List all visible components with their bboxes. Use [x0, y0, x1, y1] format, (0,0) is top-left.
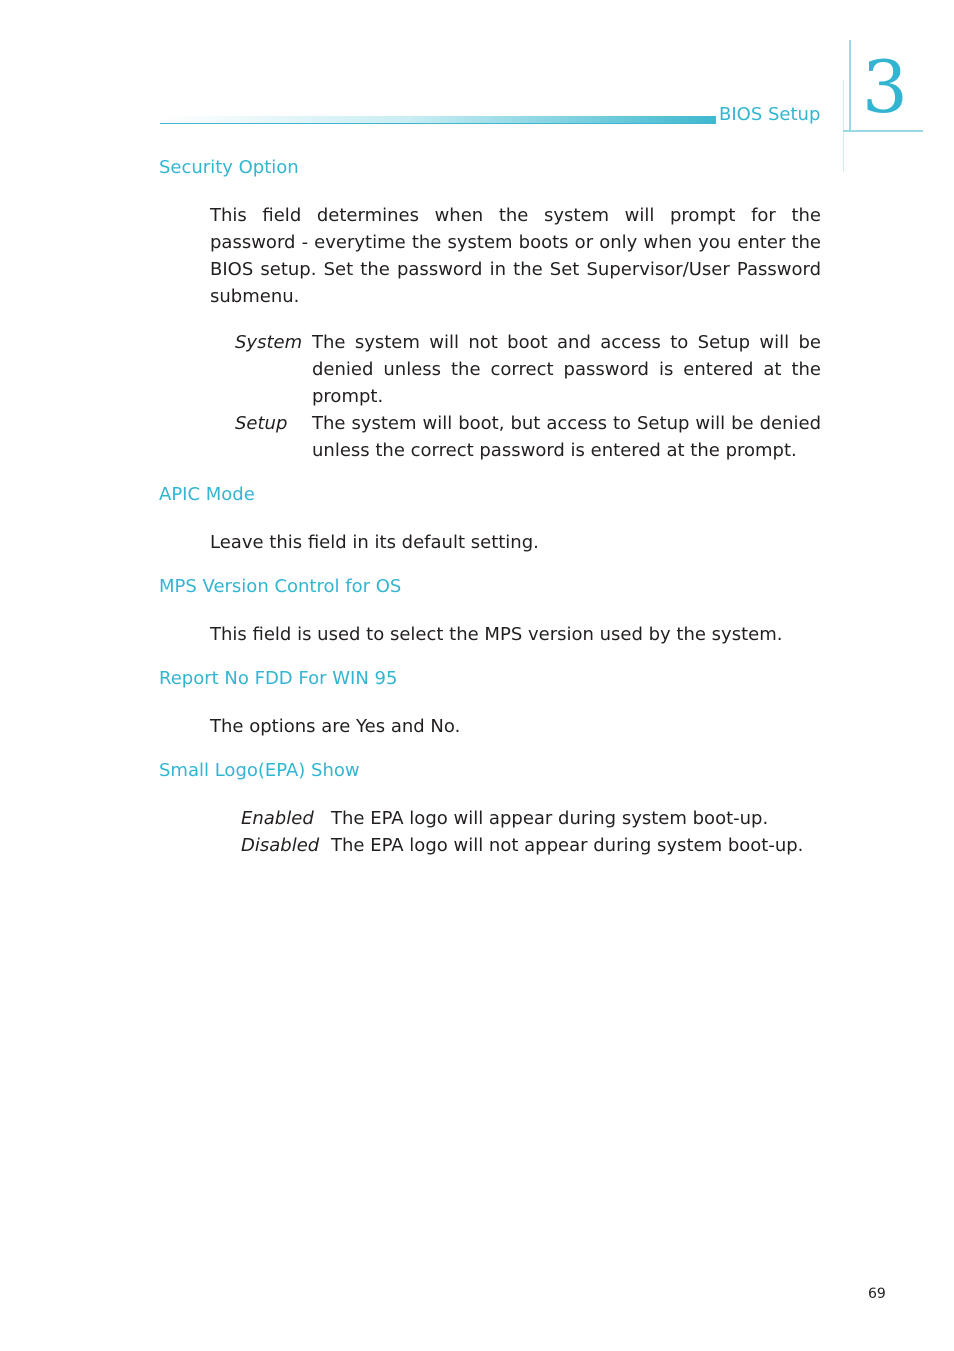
chapter-number: 3	[862, 45, 908, 129]
option-term-disabled: Disabled	[241, 835, 320, 856]
chapter-tab-bottom-border	[843, 130, 923, 132]
section-title-mps-version-control: MPS Version Control for OS	[159, 576, 402, 597]
apic-mode-description: Leave this field in its default setting.	[210, 532, 539, 553]
mps-version-control-description: This field is used to select the MPS version used by the system.	[210, 624, 783, 645]
header-underline	[160, 123, 716, 124]
option-term-setup: Setup	[235, 413, 288, 434]
option-desc-disabled: The EPA logo will not appear during system boot-up.	[331, 835, 804, 856]
option-term-enabled: Enabled	[241, 808, 314, 829]
running-header: BIOS Setup	[719, 104, 821, 125]
chapter-tab-edge	[843, 80, 844, 172]
chapter-tab-left-border	[849, 40, 851, 130]
header-rule	[160, 112, 716, 124]
option-desc-setup: The system will boot, but access to Setup will be denied unless the correct password is entered at the prompt.	[312, 413, 821, 461]
option-desc-enabled: The EPA logo will appear during system boot-up.	[331, 808, 769, 829]
security-option-description: This field determines when the system will prompt for the password - everytime the system boots or only when you enter the BIOS setup. Set the password in the Set Supervisor/User Password submenu.	[210, 205, 821, 307]
section-title-small-logo-epa: Small Logo(EPA) Show	[159, 760, 360, 781]
option-desc-system: The system will not boot and access to Setup will be denied unless the correct password is entered at the prompt.	[312, 332, 821, 407]
section-title-apic-mode: APIC Mode	[159, 484, 255, 505]
option-term-system: System	[235, 332, 303, 353]
section-title-report-no-fdd: Report No FDD For WIN 95	[159, 668, 398, 689]
section-title-security-option: Security Option	[159, 157, 299, 178]
page-number: 69	[868, 1286, 886, 1302]
report-no-fdd-description: The options are Yes and No.	[210, 716, 461, 737]
